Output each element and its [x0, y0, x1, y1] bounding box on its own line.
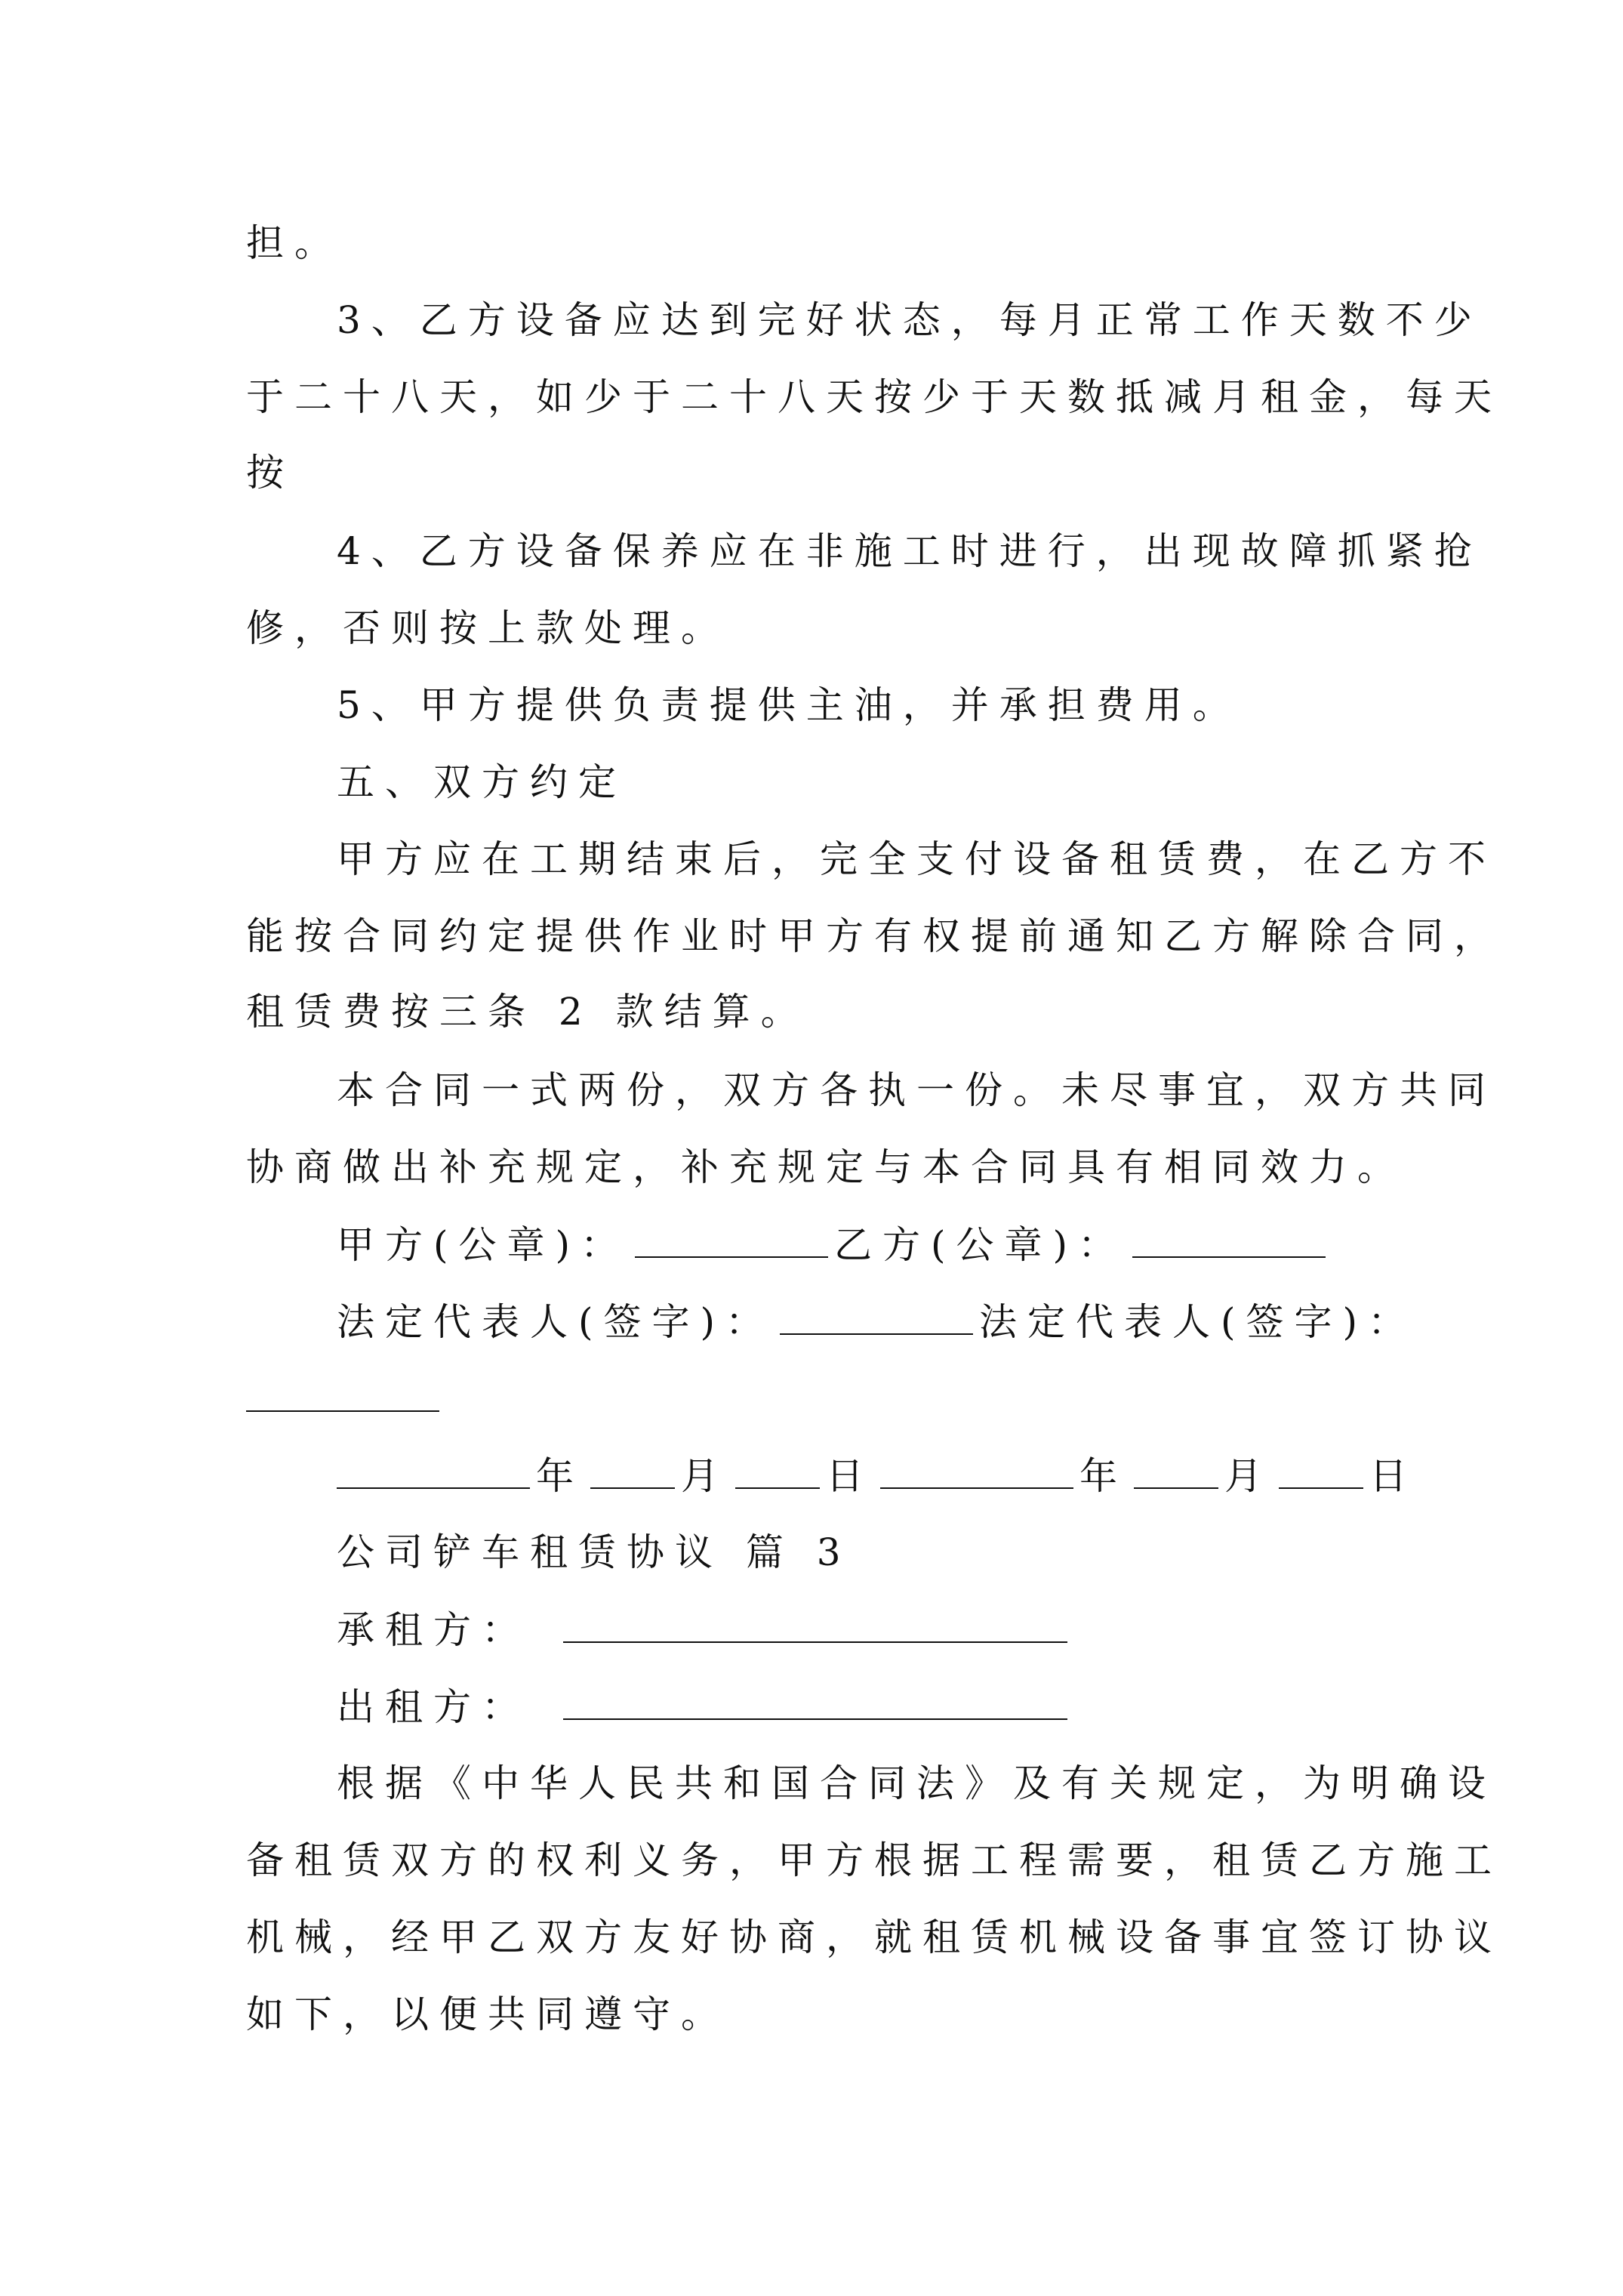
- party-b-seal-blank: [1132, 1222, 1326, 1258]
- lessee-blank: [563, 1607, 1067, 1643]
- month-b-label: 月: [1224, 1454, 1273, 1498]
- clause-4-line-1: 4、乙方设备保养应在非施工时进行，出现故障抓紧抢: [337, 529, 1483, 573]
- month-b-blank: [1134, 1453, 1218, 1489]
- rep-a-blank: [780, 1299, 973, 1335]
- lessor-label: 出租方：: [337, 1685, 530, 1729]
- lessor-blank: [563, 1684, 1067, 1720]
- party-b-seal-label: 乙方(公章)：: [834, 1223, 1127, 1267]
- year-a-blank: [337, 1453, 530, 1489]
- clause-3-line-3: 按: [246, 451, 294, 495]
- paragraph-line: 担。: [246, 221, 343, 265]
- copies-line-1: 本合同一式两份，双方各执一份。未尽事宜，双方共同: [337, 1068, 1496, 1112]
- date-row: [337, 1453, 1418, 1498]
- lessee-label: 承租方：: [337, 1608, 530, 1652]
- clause-5-line: 5、甲方提供负责提供主油，并承担费用。: [337, 683, 1241, 727]
- month-a-blank: [590, 1453, 675, 1489]
- agreement-line-3: 租赁费按三条 2 款结算。: [246, 990, 809, 1034]
- rep-b-blank: [246, 1376, 439, 1412]
- representative-row: [337, 1299, 1416, 1344]
- rep-a-label: 法定代表人(签字)：: [337, 1300, 775, 1344]
- intro-line-1: 根据《中华人民共和国合同法》及有关规定，为明确设: [337, 1761, 1496, 1805]
- intro-line-2: 备租赁双方的权利义务，甲方根据工程需要，租赁乙方施工: [246, 1838, 1502, 1882]
- intro-line-4: 如下，以便共同遵守。: [246, 1992, 729, 2036]
- intro-line-3: 机械，经甲乙双方友好协商，就租赁机械设备事宜签订协议: [246, 1915, 1502, 1959]
- agreement-line-1: 甲方应在工期结束后，完全支付设备租赁费，在乙方不: [337, 837, 1496, 881]
- party-a-seal-label: 甲方(公章)：: [337, 1223, 630, 1267]
- clause-3-line-1: 3、乙方设备应达到完好状态，每月正常工作天数不少: [337, 298, 1483, 342]
- lessor-row: [337, 1684, 1073, 1729]
- day-a-blank: [735, 1453, 820, 1489]
- year-a-label: 年: [536, 1454, 584, 1498]
- rep-b-label: 法定代表人(签字)：: [979, 1300, 1417, 1344]
- copies-line-2: 协商做出补充规定，补充规定与本合同具有相同效力。: [246, 1145, 1406, 1189]
- party-a-seal-blank: [635, 1222, 828, 1258]
- clause-4-line-2: 修，否则按上款处理。: [246, 606, 729, 650]
- rep-b-blank-row: [246, 1376, 445, 1421]
- clause-3-line-2: 于二十八天，如少于二十八天按少于天数抵减月租金，每天: [246, 375, 1502, 419]
- day-b-label: 日: [1369, 1454, 1418, 1498]
- year-b-label: 年: [1079, 1454, 1128, 1498]
- lessee-row: [337, 1607, 1073, 1652]
- section-heading: 五、双方约定: [337, 760, 627, 804]
- month-a-label: 月: [681, 1454, 729, 1498]
- section-title: 公司铲车租赁协议 篇 3: [337, 1530, 852, 1574]
- day-a-label: 日: [826, 1454, 874, 1498]
- seal-row: [337, 1222, 1332, 1267]
- day-b-blank: [1279, 1453, 1363, 1489]
- year-b-blank: [880, 1453, 1073, 1489]
- agreement-line-2: 能按合同约定提供作业时甲方有权提前通知乙方解除合同，: [246, 914, 1502, 958]
